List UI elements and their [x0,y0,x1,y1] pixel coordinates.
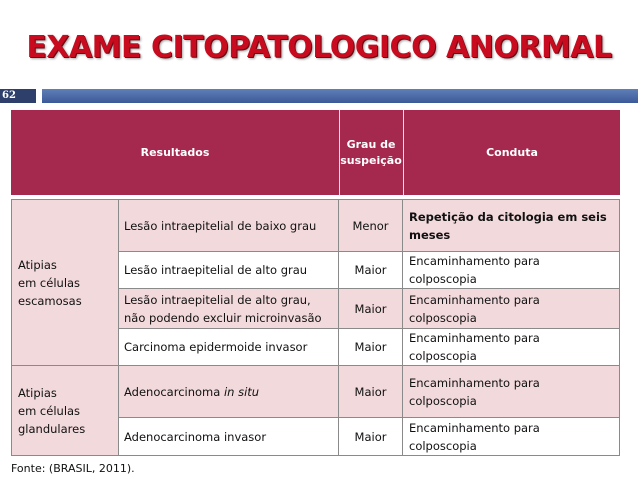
resultado-text: Lesão intraepitelial de alto grau, [124,292,311,307]
header-grau-line1: Grau de [346,137,396,151]
resultado-text: Lesão intraepitelial de baixo grau [124,218,317,233]
table-row-conduta [403,329,620,366]
resultado-prefix: Adenocarcinoma [124,384,224,399]
title-rule-bar [42,89,638,103]
table-row-conduta [403,418,620,456]
table-row-conduta [403,199,620,252]
table-row-conduta [403,289,620,329]
table-row-resultado [119,366,339,418]
table-row-grau: Maior [339,418,403,456]
resultado-italic: in situ [223,384,260,399]
conduta-line: Encaminhamento para [409,331,540,345]
conduta-line: colposcopia [409,310,477,325]
conduta-line: colposcopia [409,349,477,363]
header-conduta: Conduta [486,145,538,159]
conduta-line: Encaminhamento para [409,420,540,435]
slide-title: EXAME CITOPATOLOGICO ANORMAL [26,30,612,65]
conduta-line: Repetição da citologia em seis [409,209,607,224]
table-row-resultado [119,289,339,329]
table-row-resultado [119,252,339,289]
results-table [11,110,620,456]
table-row-grau: Maior [339,252,403,289]
source-footer: Fonte: (BRASIL, 2011). [11,462,135,475]
conduta-line: Encaminhamento para [409,254,540,268]
group-label-line: Atipias [18,385,57,400]
table-row-resultado [119,199,339,252]
table-row-grau: Maior [339,329,403,366]
table-header [11,110,620,195]
table-row-conduta [403,366,620,418]
resultado-text: Adenocarcinoma invasor [124,429,267,444]
group-label-line: escamosas [18,293,82,308]
group-label-line: glandulares [18,421,86,436]
conduta-line: colposcopia [409,272,477,286]
group-label-glandulares [11,366,119,456]
conduta-line: Encaminhamento para [409,375,540,390]
table-row-resultado [119,418,339,456]
group-label-line: Atipias [18,257,57,272]
resultado-text: Lesão intraepitelial de alto grau [124,263,308,277]
group-label-line: em células [18,403,81,418]
header-resultados: Resultados [140,145,210,159]
header-grau [340,110,402,195]
table-row-grau: Maior [339,289,403,329]
conduta-line: meses [409,227,451,242]
page-number: 62 [0,89,36,103]
resultado-text: não podendo excluir microinvasão [124,310,322,325]
conduta-line: colposcopia [409,438,477,453]
table-row-conduta [403,252,620,289]
group-label-escamosas [11,199,119,366]
group-label-line: em células [18,275,81,290]
conduta-line: Encaminhamento para [409,292,540,307]
resultado-text [124,383,259,401]
resultado-text: Carcinoma epidermoide invasor [124,340,308,354]
table-row-grau: Menor [339,199,403,252]
header-grau-line2: suspeição [340,153,402,167]
table-row-resultado [119,329,339,366]
conduta-line: colposcopia [409,393,477,408]
table-row-grau: Maior [339,366,403,418]
